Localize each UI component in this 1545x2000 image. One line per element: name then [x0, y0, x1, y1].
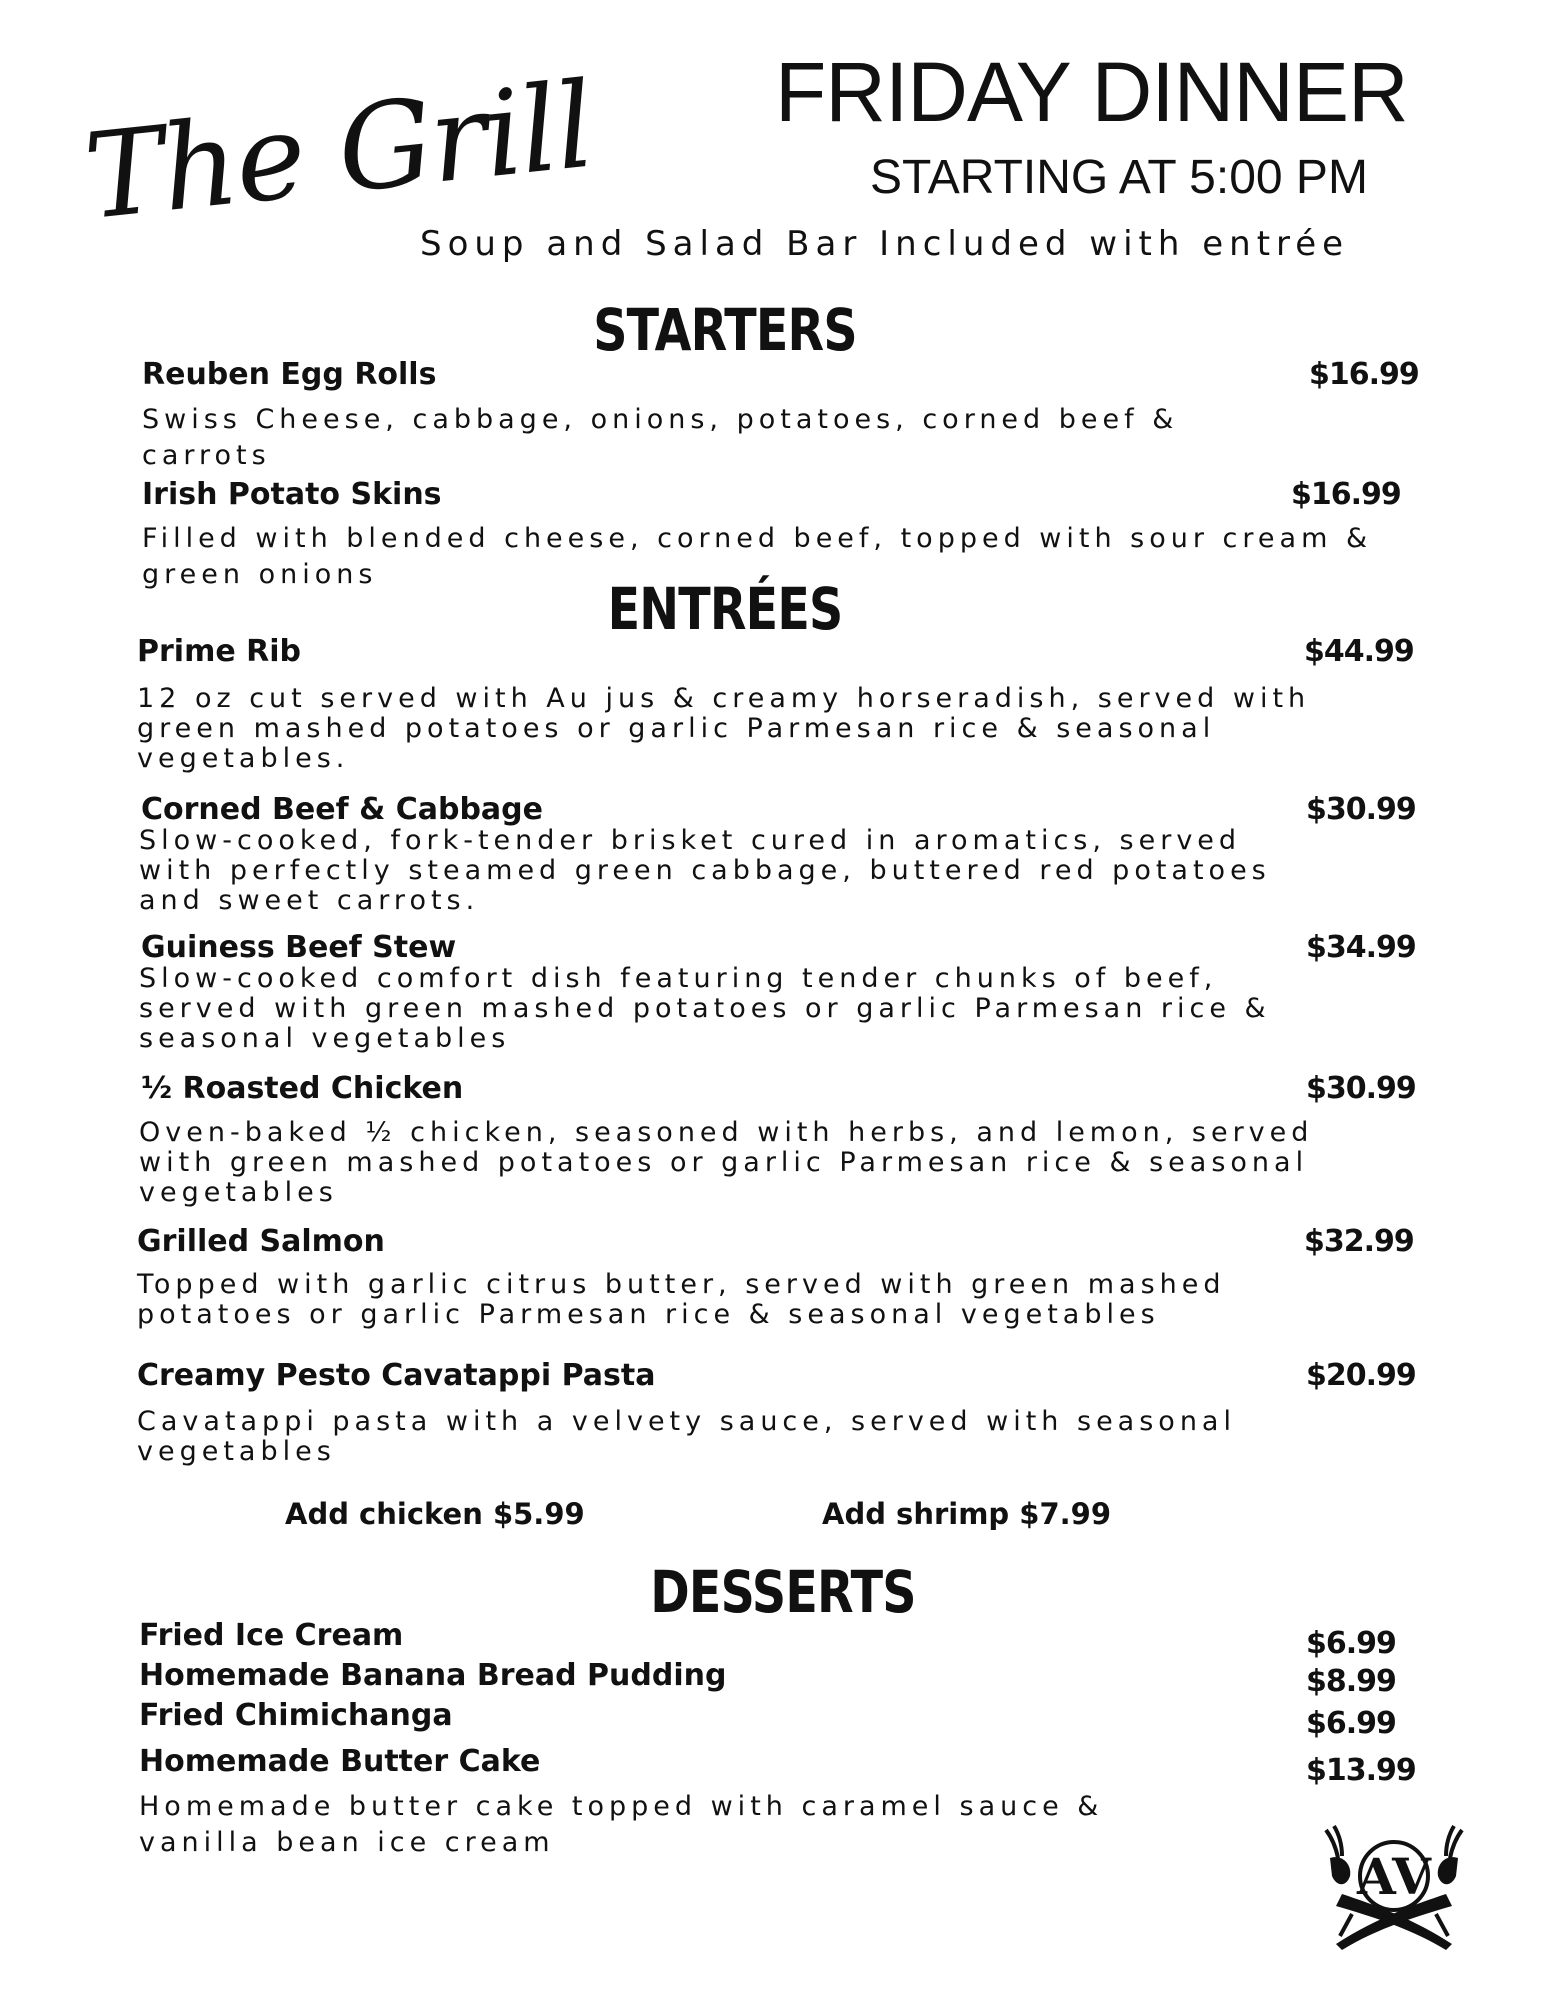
menu-item-price: $13.99	[1306, 1753, 1416, 1788]
menu-item-name: Corned Beef & Cabbage	[141, 792, 543, 827]
menu-item-price: $30.99	[1306, 792, 1416, 827]
menu-item-description: Topped with garlic citrus butter, served with green mashed potatoes or garlic Parmesan rice & seasonal vegetables	[137, 1269, 1226, 1330]
section-heading-entrees: ENTRÉES	[607, 575, 843, 643]
menu-item-price: $16.99	[1291, 477, 1401, 512]
menu-item-price: $32.99	[1304, 1224, 1414, 1259]
menu-item-name: Guiness Beef Stew	[141, 930, 457, 965]
menu-item-price: $6.99	[1306, 1706, 1396, 1741]
menu-item-description: Homemade butter cake topped with caramel sauce & vanilla bean ice cream	[139, 1791, 1104, 1858]
menu-item-name: Creamy Pesto Cavatappi Pasta	[137, 1358, 656, 1393]
av-logo-letters: AV	[1357, 1847, 1431, 1906]
menu-item-description: Cavatappi pasta with a velvety sauce, served with seasonal vegetables	[137, 1406, 1236, 1467]
menu-item-name: Grilled Salmon	[137, 1224, 385, 1259]
restaurant-logo: The Grill	[78, 55, 599, 246]
menu-item-name: Fried Chimichanga	[139, 1698, 453, 1733]
menu-item-name: Reuben Egg Rolls	[142, 357, 437, 392]
menu-item-name: Fried Ice Cream	[139, 1618, 404, 1653]
menu-item-description: Filled with blended cheese, corned beef, topped with sour cream & green onions	[142, 523, 1373, 590]
menu-item-price: $8.99	[1306, 1664, 1396, 1699]
av-logo-icon	[1312, 1818, 1476, 1954]
menu-item-description: Oven-baked ½ chicken, seasoned with herbs, and lemon, served with green mashed potatoes or garlic Parmesan rice & seasonal vegetables	[139, 1117, 1314, 1208]
menu-item-price: $30.99	[1306, 1071, 1416, 1106]
addon-shrimp: Add shrimp $7.99	[822, 1497, 1112, 1531]
menu-item-price: $34.99	[1306, 930, 1416, 965]
menu-item-price: $6.99	[1306, 1626, 1396, 1661]
menu-item-price: $16.99	[1309, 357, 1419, 392]
menu-item-description: Swiss Cheese, cabbage, onions, potatoes, corned beef & carrots	[142, 404, 1179, 471]
page-subtitle: STARTING AT 5:00 PM	[870, 151, 1368, 204]
menu-item-description: 12 oz cut served with Au jus & creamy horseradish, served with green mashed potatoes or garlic Parmesan rice & seasonal vegetables.	[137, 683, 1311, 774]
menu-item-name: Prime Rib	[137, 634, 301, 669]
menu-item-description: Slow-cooked, fork-tender brisket cured in aromatics, served with perfectly steamed green cabbage, buttered red potatoes and sweet carrots.	[139, 825, 1271, 916]
page-title: FRIDAY DINNER	[775, 45, 1408, 139]
section-heading-starters: STARTERS	[593, 296, 857, 364]
section-heading-desserts: DESSERTS	[650, 1558, 916, 1626]
menu-item-name: Irish Potato Skins	[142, 477, 442, 512]
menu-item-price: $44.99	[1304, 634, 1414, 669]
menu-item-name: Homemade Banana Bread Pudding	[139, 1658, 727, 1693]
menu-item-price: $20.99	[1306, 1358, 1416, 1393]
menu-item-name: ½ Roasted Chicken	[141, 1071, 464, 1106]
menu-item-name: Homemade Butter Cake	[139, 1744, 541, 1779]
menu-item-description: Slow-cooked comfort dish featuring tender chunks of beef, served with green mashed potatoes or garlic Parmesan rice & seasonal vegetables	[139, 963, 1271, 1054]
addon-chicken: Add chicken $5.99	[285, 1497, 585, 1531]
tagline: Soup and Salad Bar Included with entrée	[420, 224, 1350, 264]
